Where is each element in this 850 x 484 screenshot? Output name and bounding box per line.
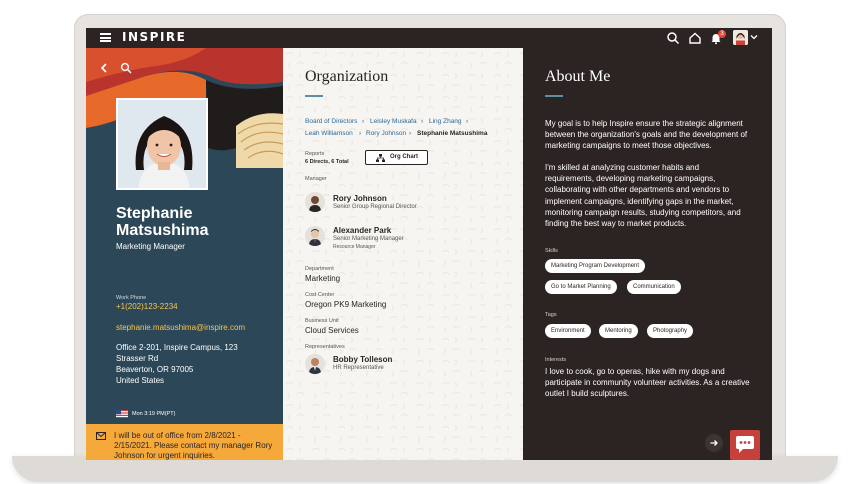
arrow-right-icon (705, 434, 723, 452)
next-button[interactable] (705, 434, 723, 452)
chevron-down-icon[interactable] (750, 33, 758, 41)
app-screen (86, 28, 772, 460)
user-avatar[interactable] (733, 30, 748, 45)
tag-chip[interactable]: Mentoring (599, 324, 638, 338)
reports-label: Reports (305, 151, 325, 157)
business-unit-value: Cloud Services (305, 326, 359, 335)
chat-button[interactable] (730, 430, 760, 460)
about-panel (523, 48, 772, 460)
department-value: Marketing (305, 274, 341, 283)
about-paragraph-2: I'm skilled at analyzing customer habits and requirements, developing marketing campaigns, collaborating with other departments and vendors to implement campaigns, identifying gaps in the market, monitoring campaign results, studying competitors, and finding the best way to market products. (545, 163, 741, 229)
tag-chip[interactable]: Photography (647, 324, 693, 338)
address-line-2: Strasser Rd (116, 354, 159, 363)
profile-photo (116, 98, 208, 190)
breadcrumb-leisley[interactable]: Leisley Muskafa (370, 118, 417, 125)
breadcrumb-ling[interactable]: Ling Zhang (429, 118, 462, 125)
manager-label: Manager (305, 176, 327, 182)
home-icon[interactable] (688, 31, 702, 45)
employee-title: Marketing Manager (116, 242, 185, 251)
manager-role: Senior Group Regional Director (333, 204, 417, 210)
out-of-office-banner (86, 424, 283, 460)
breadcrumb-leah[interactable]: Leah Williamson (305, 130, 353, 137)
breadcrumb-separator: › (362, 118, 365, 125)
address-line-3: Beaverton, OR 97005 (116, 365, 194, 374)
heading-rule (545, 95, 563, 97)
business-unit-label: Business Unit (305, 318, 339, 324)
about-heading: About Me (545, 68, 611, 85)
avatar[interactable] (305, 226, 325, 246)
breadcrumb-current: Stephanie Matsushima (417, 130, 488, 137)
breadcrumb-separator: › (466, 118, 469, 125)
org-chart-button[interactable] (365, 150, 428, 165)
employee-name: Stephanie Matsushima (116, 205, 209, 239)
skill-chip[interactable]: Marketing Program Development (545, 259, 645, 273)
interests-label: Interests (545, 357, 567, 363)
search-icon[interactable] (120, 62, 132, 74)
chat-bubble-icon (730, 430, 760, 460)
skills-label: Skills (545, 248, 558, 254)
top-bar (86, 28, 772, 48)
manager-name[interactable]: Alexander Park (333, 226, 392, 235)
reports-count: 6 Directs, 6 Total (305, 159, 349, 165)
mail-icon (96, 432, 106, 440)
department-label: Department (305, 266, 334, 272)
address-line-4: United States (116, 376, 165, 385)
breadcrumb-board[interactable]: Board of Directors (305, 118, 358, 125)
cost-center-label: Cost Center (305, 292, 335, 298)
representative-role: HR Representative (333, 365, 384, 371)
avatar[interactable] (305, 192, 325, 212)
profile-panel (86, 48, 283, 460)
breadcrumb-separator: › (359, 130, 362, 137)
tags-label: Tags (545, 312, 557, 318)
org-chart-icon (376, 154, 385, 162)
work-phone-label: Work Phone (116, 295, 147, 301)
us-flag-icon (116, 410, 128, 418)
cost-center-value: Oregon PK9 Marketing (305, 300, 387, 309)
about-paragraph-1: My goal is to help Inspire ensure the strategic alignment between the organization's goals and the development of marketing campaigns to meet those objectives. (545, 119, 748, 151)
heading-rule (305, 95, 323, 97)
organization-heading: Organization (305, 68, 389, 85)
out-of-office-message: I will be out of office from 2/8/2021 - 2/15/2021. Please contact my manager Rory Johnson for urgent inquiries. (114, 431, 273, 460)
avatar[interactable] (305, 354, 325, 374)
back-icon[interactable] (98, 62, 110, 74)
search-icon[interactable] (666, 31, 680, 45)
org-chart-label: Org Chart (390, 154, 419, 160)
manager-role: Senior Marketing Manager (333, 236, 404, 242)
interests-text: I love to cook, go to operas, hike with my dogs and participate in community volunteer activities. As a creative outlet I build sculptures. (545, 367, 750, 399)
skill-chip[interactable]: Communication (627, 280, 681, 294)
email-link[interactable]: stephanie.matsushima@inspire.com (116, 323, 246, 332)
brand-logo[interactable]: INSPIRE (122, 30, 187, 44)
skill-chip[interactable]: Go to Market Planning (545, 280, 617, 294)
address-line-1: Office 2-201, Inspire Campus, 123 (116, 343, 238, 352)
tag-chip[interactable]: Environment (545, 324, 591, 338)
local-time: Mon 3:19 PM(PT) (132, 411, 176, 417)
menu-icon[interactable] (100, 33, 111, 42)
breadcrumb-separator: › (421, 118, 424, 125)
organization-panel (283, 48, 523, 460)
manager-role-secondary: Resource Manager (333, 244, 376, 250)
notification-badge: 3 (718, 30, 726, 38)
representatives-label: Representatives (305, 344, 345, 350)
breadcrumb-rory[interactable]: Rory Johnson (366, 130, 407, 137)
background-pattern (283, 48, 523, 460)
manager-name[interactable]: Rory Johnson (333, 194, 387, 203)
work-phone-link[interactable]: +1(202)123-2234 (116, 302, 178, 311)
representative-name[interactable]: Bobby Tolleson (333, 355, 393, 364)
breadcrumb-separator: › (409, 130, 412, 137)
